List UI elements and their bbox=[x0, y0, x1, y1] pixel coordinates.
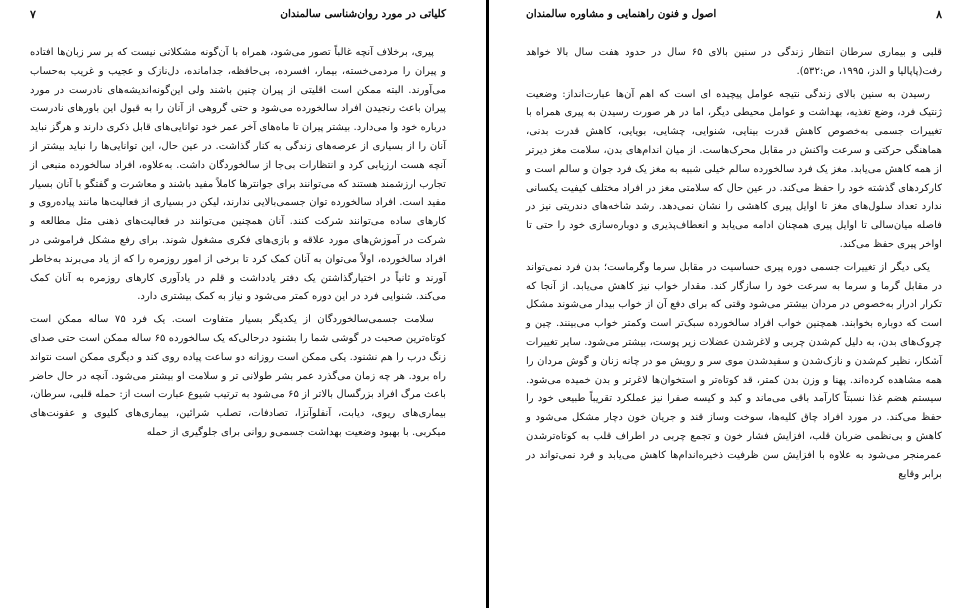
right-paragraph-2: رسیدن به سنین بالای زندگی نتیجه عوامل پیچیده ای است که اهم آن‌ها عبارت‌انداز: وضعیت ژنتیک فرد، وضع تغذیه، بهداشت و عوامل محیطی دیگر، اما در هر صورت رسیدن به پیری همراه با تغییرات جسمی به‌خصوص کاهش قدرت بینایی، شنوایی، چشایی، بویایی، کاهش قدرت بدنی، هماهنگی حرکتی و سرعت واکنش در مقابل محرک‌هاست. از میان اندام‌های بدن، سلامت مغز دیرتر از همه کاهش می‌یابد. مغز یک فرد سالخورده سالم خیلی شبیه به مغز یک فرد جوان و سالم است و کارکردهای گذشته خود را حفظ می‌کند. در عین حال که سلامتی مغز در افراد مختلف کیفیت یکسانی ندارد تعداد سلول‌های مغز تا اوایل پیری کاهشی را نشان نمی‌دهد. رشد شاخه‌های دندریتی نیز در فاصله میان‌سالی تا اوایل پیری همچنان ادامه می‌یابد و انعطاف‌پذیری و دوباره‌سازی خود را حتی تا اواخر پیری حفظ می‌کند. bbox=[526, 88, 942, 250]
right-paragraph-3: یکی دیگر از تغییرات جسمی دوره پیری حساسیت در مقابل سرما وگرماست؛ بدن فرد نمی‌تواند در مقابل گرما و سرما به سرعت خود را سازگار کند. مقدار خواب نیز کاهش می‌یابد. از آنجا که تکرار ادرار به‌خصوص در مردان بیشتر می‌شود وقتی که برای دفع آن از خواب بیدار می‌شوند مشکل است که دوباره بخوابند. همچنین خواب افراد سالخورده سبک‌تر است وکمتر خواب می‌بینند. چین و چروک‌های بدن، به دلیل کم‌شدن چربی و لاغرشدن عضلات زیر پوست، بیشتر می‌شود. سایر تغییرات آشکار، نظیر کم‌شدن و نازک‌شدن و سفیدشدن موی سر و رویش مو در چانه زنان و گوش مردان را همه مشاهده کرده‌اند. پهنا و وزن بدن کمتر، قد کوتاه‌تر و استخوان‌ها لاغرتر و بدن خمیده می‌شود. سیستم هضم غذا نسبتاً کارآمد باقی می‌ماند و کبد و کیسه صفرا نیز عملکرد تقریباً طبیعی خود را حفظ می‌کند. در مورد افراد چاق کلیه‌ها، سوخت وساز قند و جریان خون دچار مشکل می‌شود و کاهش و بی‌نظمی ضربان قلب، افزایش فشار خون و تجمع چربی در اطراف قلب به کوتاه‌ترشدن عمرمنجر می‌شود به علاوه با افزایش سن ظرفیت ذخیره‌اندام‌ها کاهش می‌یابد و فرد نمی‌تواند در برابر وقایع bbox=[526, 261, 942, 480]
right-page-number: ۸ bbox=[936, 7, 942, 21]
left-page-body bbox=[30, 44, 446, 443]
right-page bbox=[486, 0, 972, 608]
right-running-title: اصول و فنون راهنمایی و مشاوره سالمندان bbox=[526, 8, 717, 20]
left-paragraph-2: سلامت جسمی‌سالخوردگان از یکدیگر بسیار متفاوت است. یک فرد ۷۵ ساله ممکن است کوتاه‌ترین صحبت در گوشی شما را بشنود درحالی‌که یک سالخورده ۶۵ ساله ممکن است حتی صدای زنگ درب را هم نشنود. یکی ممکن است روزانه دو ساعت پیاده روی کند و دیگری ممکن است نتواند راه برود. هر چه زمان می‌گذرد عمر بشر طولانی تر و سلامت او بیشتر می‌شود. آنچه در حال حاضر باعث مرگ افراد بزرگسال بالاتر از ۶۵ می‌شود به ترتیب شیوع عبارت است از: حمله قلبی، سرطان، بیماری‌های ریوی، دیابت، آنفلوآنزا، تصادفات، تصلب شرائین، بیماری‌های کلیوی و عفونت‌های میکربی. با بهبود وضعیت بهداشت جسمی‌و روانی برای جلوگیری از حمله bbox=[30, 314, 446, 438]
right-page-header bbox=[526, 6, 942, 22]
left-page-header bbox=[30, 6, 446, 22]
right-page-body bbox=[526, 44, 942, 484]
left-running-title: کلیاتی در مورد روان‌شناسی سالمندان bbox=[280, 8, 446, 20]
right-paragraph-1: قلبی و بیماری سرطان انتظار زندگی در سنین بالای ۶۵ سال در حدود هفت سال بالا خواهد رفت(پاپالیا و الدز، ۱۹۹۵، ص:۵۳۲). bbox=[526, 47, 942, 77]
left-page bbox=[0, 0, 486, 608]
left-paragraph-1: پیری، برخلاف آنچه غالباً تصور می‌شود، همراه با آن‌گونه مشکلاتی نیست که بر سر زبان‌ها افتاده و پیران را مردمی‌خسته، بیمار، افسرده، بی‌حافظه، جدامانده، دل‌نازک و عجیب و غریب به‌حساب می‌آورند. البته ممکن است اقلیتی از پیران چنین باشند ولی این‌گونه‌اندیشه‌های نادرست در مورد پیران باعث رنجیدن افراد سالخورده می‌شود و حتی گروهی از آنان را به قبول این باورهای نادرست درباره خود وا می‌دارد. بیشتر پیران تا ماه‌های آخر عمر خود توانایی‌های قابل ذکری دارند و هرگز نباید آنان را از بسیاری از عرصه‌های زندگی به کنار گذاشت. در عین حال، این توانایی‌ها را نباید بیشتر از آنچه هست ارزیابی کرد و انتظارات بی‌جا از سالخوردگان داشت. به‌علاوه، افراد سالخورده منبعی از تجارب ارزشمند هستند که می‌توانند برای جوانترها کاملاً مفید باشند و معاشرت و گفتگو با آنان بسیار مفید است. افراد سالخورده توان جسمی‌بالایی ندارند، لیکن در بسیاری از فعالیت‌ها مانند پیاده‌روی و کارهای ساده می‌توانند شرکت کنند. آنان همچنین می‌توانند در فعالیت‌های ذهنی مثل مطالعه و شرکت در آموزش‌های مورد علاقه و بازی‌های فکری مشغول شوند. برای رفع مشکل فراموشی در افراد سالخورده، اولاً می‌توان به آنان کمک کرد تا برخی از امور روزمره را که از یاد می‌برند به‌خاطر آورند و ثانیاً در اختیارگذاشتن یک دفتر یادداشت و قلم در یادآوری کارهای روزمره به آنان کمک می‌کند. شنوایی فرد در این دوره کمتر می‌شود و نیاز به کمک بیشتری دارد. bbox=[30, 47, 446, 303]
left-page-number: ۷ bbox=[30, 7, 36, 21]
